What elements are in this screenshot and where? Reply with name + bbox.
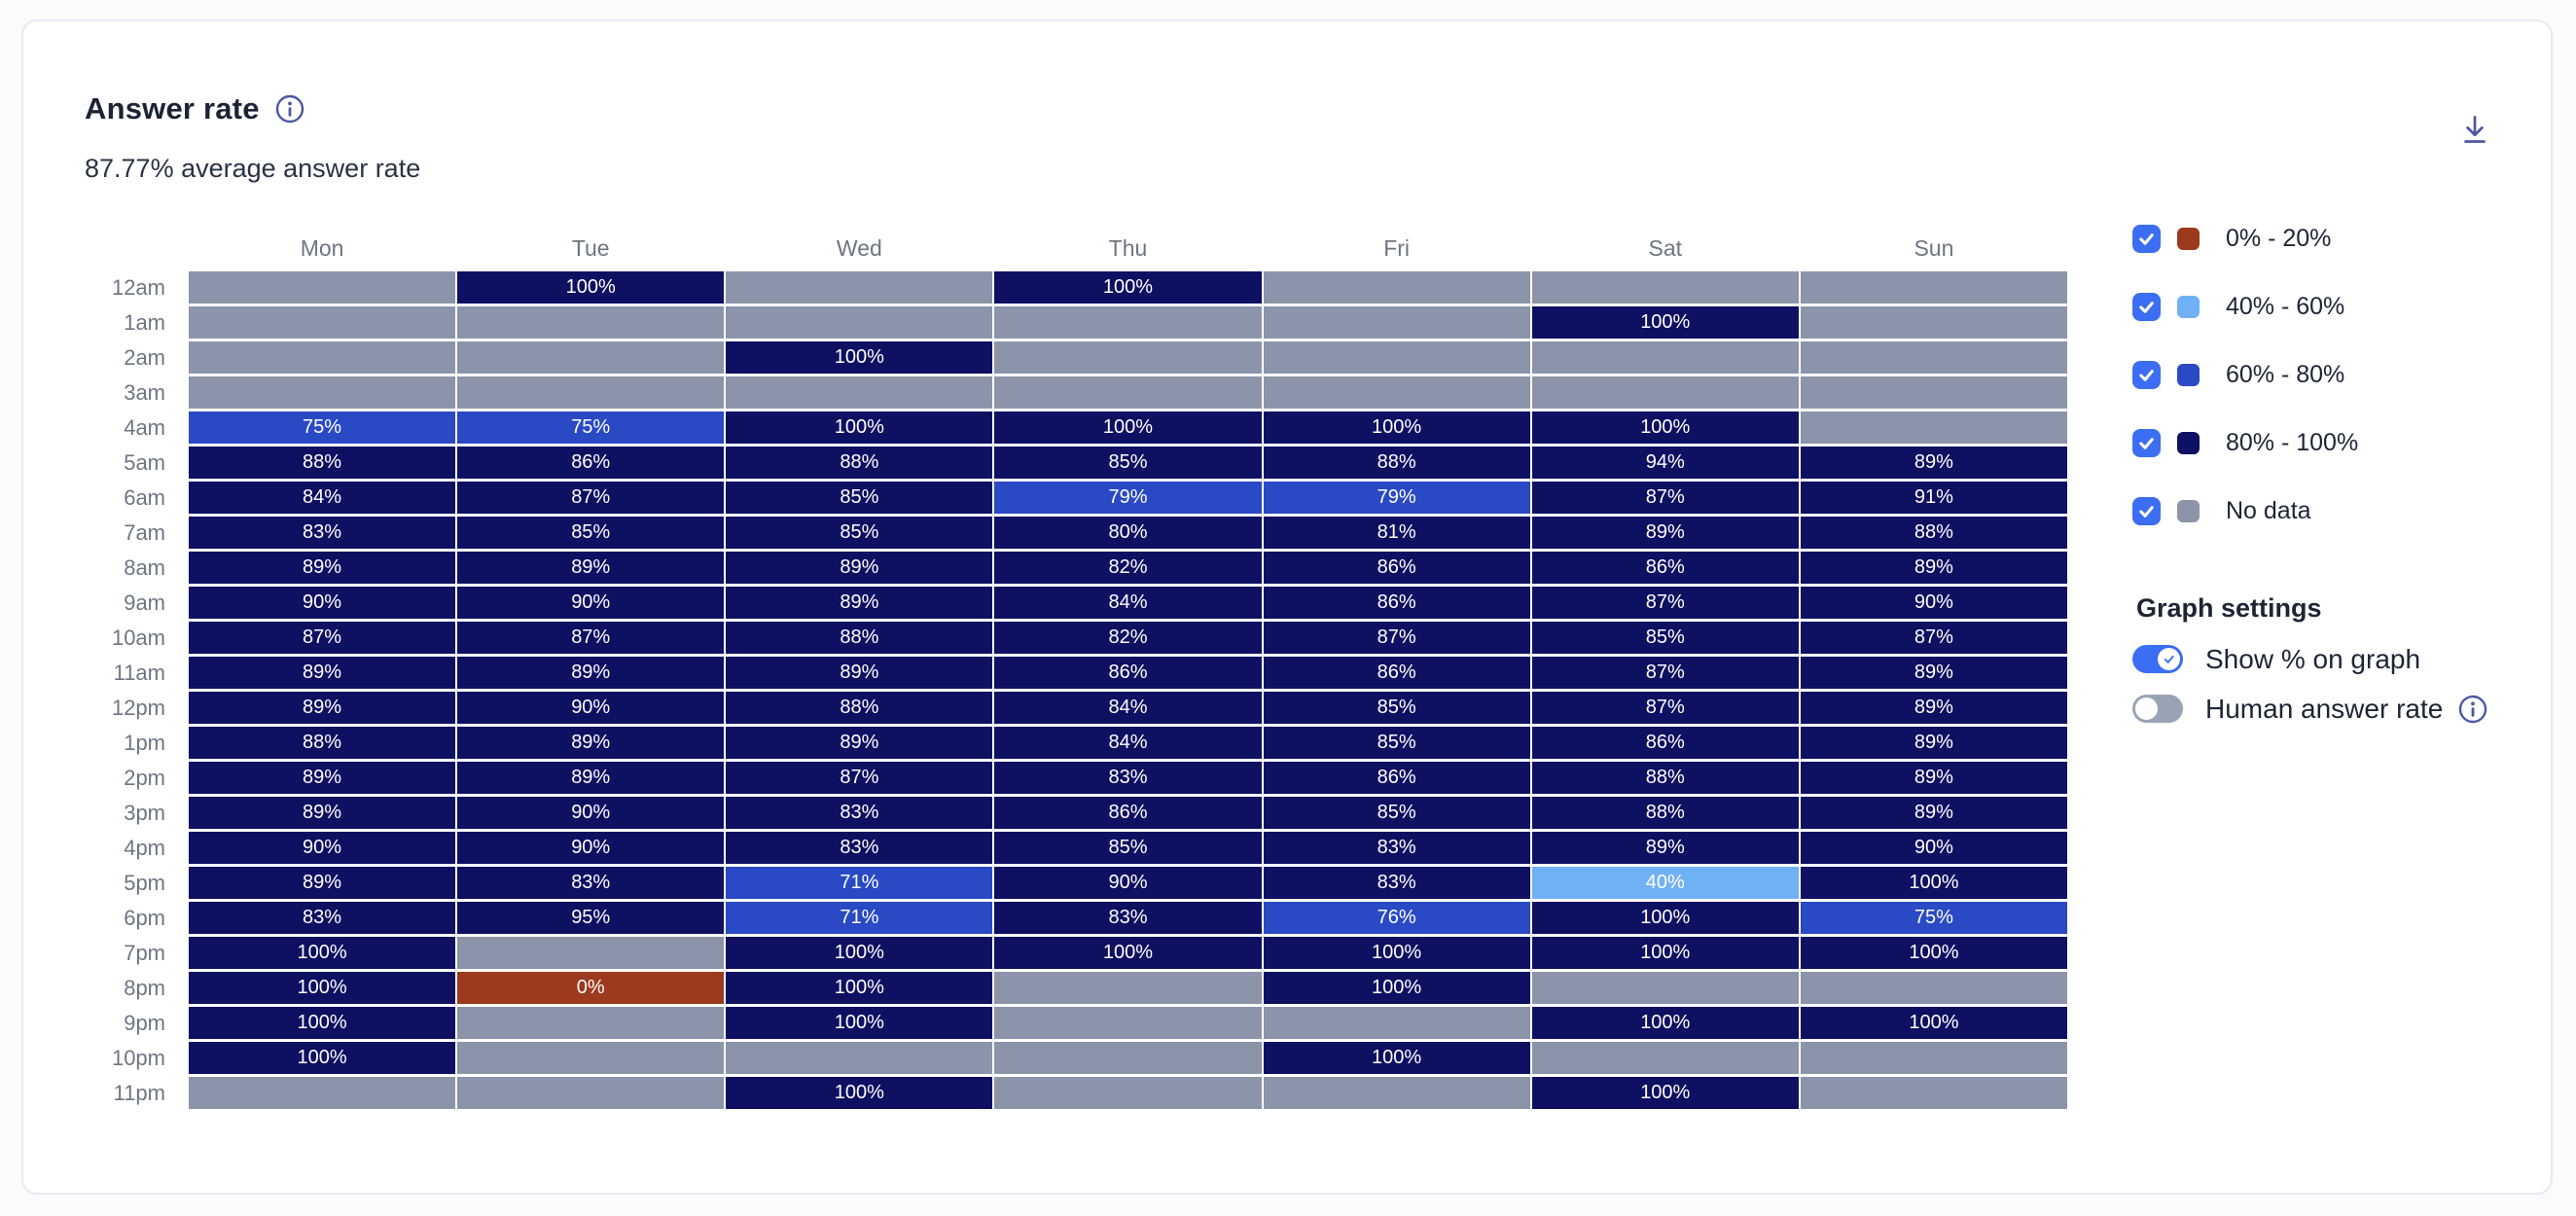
legend-checkbox[interactable] xyxy=(2132,293,2161,321)
heatmap-cell[interactable]: 100% xyxy=(1532,411,1799,444)
heatmap-cell[interactable]: 79% xyxy=(994,482,1261,514)
column-header-sat: Sat xyxy=(1648,235,1683,261)
legend-checkbox[interactable] xyxy=(2132,497,2161,525)
heatmap-cell[interactable]: 88% xyxy=(189,447,455,479)
heatmap-cell[interactable]: 85% xyxy=(1532,622,1799,654)
row-label-4am: 4am xyxy=(124,415,165,440)
heatmap-cell[interactable] xyxy=(189,306,455,339)
heatmap-cell[interactable]: 86% xyxy=(994,657,1261,689)
heatmap-cell[interactable] xyxy=(457,306,724,339)
heatmap-cell[interactable]: 89% xyxy=(189,797,455,829)
heatmap-cell[interactable]: 87% xyxy=(1532,692,1799,724)
heatmap-cell[interactable]: 83% xyxy=(457,867,724,899)
legend-checkbox[interactable] xyxy=(2132,225,2161,253)
heatmap-cell[interactable]: 88% xyxy=(1264,447,1530,479)
legend-item xyxy=(2132,340,2358,409)
heatmap-cell[interactable]: 89% xyxy=(1801,727,2067,759)
column-header-sun: Sun xyxy=(1914,235,1954,261)
heatmap-cell[interactable] xyxy=(189,376,455,409)
heatmap-cell[interactable]: 86% xyxy=(1264,657,1530,689)
row-label-10am: 10am xyxy=(111,626,165,650)
legend-color-swatch xyxy=(2177,228,2200,250)
legend-label: 0% - 20% xyxy=(2226,224,2332,252)
row-label-5pm: 5pm xyxy=(124,871,165,895)
heatmap-cell[interactable] xyxy=(994,1042,1261,1074)
heatmap-cell[interactable]: 89% xyxy=(189,657,455,689)
heatmap-cell[interactable]: 89% xyxy=(457,727,724,759)
heatmap-cell[interactable]: 83% xyxy=(189,517,455,549)
heatmap-cell[interactable] xyxy=(189,271,455,304)
heatmap-cell[interactable] xyxy=(1532,376,1799,409)
heatmap-cell[interactable]: 82% xyxy=(994,552,1261,584)
heatmap-cell[interactable]: 85% xyxy=(1264,692,1530,724)
heatmap-cell[interactable]: 89% xyxy=(1801,797,2067,829)
heatmap-cell[interactable]: 88% xyxy=(726,622,992,654)
legend-label: No data xyxy=(2226,496,2311,524)
heatmap-cell[interactable]: 100% xyxy=(1532,1077,1799,1109)
heatmap-cell[interactable]: 83% xyxy=(1264,867,1530,899)
row-label-2pm: 2pm xyxy=(124,766,165,790)
heatmap-cell[interactable]: 84% xyxy=(994,692,1261,724)
heatmap-cell[interactable]: 88% xyxy=(1532,762,1799,794)
heatmap-cell[interactable]: 0% xyxy=(457,972,724,1004)
graph-settings-toggles xyxy=(2132,634,2487,733)
row-label-5am: 5am xyxy=(124,450,165,475)
heatmap-cell[interactable]: 88% xyxy=(726,447,992,479)
heatmap-cell[interactable]: 100% xyxy=(994,411,1261,444)
heatmap-cell[interactable]: 86% xyxy=(1264,762,1530,794)
heatmap-cell[interactable]: 85% xyxy=(726,517,992,549)
check-icon xyxy=(2137,298,2156,316)
check-icon xyxy=(2137,366,2156,384)
heatmap-cell[interactable]: 83% xyxy=(726,832,992,864)
column-header-fri: Fri xyxy=(1383,235,1411,261)
toggle-label: Human answer rate xyxy=(2205,693,2444,724)
heatmap-cell[interactable]: 87% xyxy=(189,622,455,654)
heatmap-cell[interactable]: 100% xyxy=(1801,937,2067,969)
row-label-2am: 2am xyxy=(124,345,165,370)
toggle-on[interactable] xyxy=(2132,645,2183,673)
heatmap-cell[interactable]: 95% xyxy=(457,902,724,934)
heatmap-cell[interactable]: 100% xyxy=(1264,937,1530,969)
legend-item xyxy=(2132,204,2358,272)
heatmap-cell[interactable]: 85% xyxy=(726,482,992,514)
heatmap-cell[interactable]: 87% xyxy=(1532,482,1799,514)
heatmap-cell[interactable] xyxy=(994,1077,1261,1109)
heatmap-cell[interactable]: 86% xyxy=(1264,587,1530,619)
row-label-7pm: 7pm xyxy=(124,941,165,965)
heatmap-cell[interactable]: 83% xyxy=(1264,832,1530,864)
info-icon[interactable] xyxy=(275,94,304,124)
toggle-row xyxy=(2132,634,2487,684)
heatmap-cell[interactable]: 75% xyxy=(189,411,455,444)
heatmap-cell[interactable]: 89% xyxy=(189,762,455,794)
legend-item xyxy=(2132,409,2358,477)
heatmap-cell[interactable] xyxy=(994,376,1261,409)
answer-rate-heatmap xyxy=(189,271,2067,1109)
row-label-1pm: 1pm xyxy=(124,731,165,755)
heatmap-cell[interactable]: 88% xyxy=(1801,517,2067,549)
heatmap-cell[interactable] xyxy=(1801,341,2067,374)
heatmap-cell[interactable]: 90% xyxy=(994,867,1261,899)
heatmap-cell[interactable]: 89% xyxy=(726,587,992,619)
heatmap-cell[interactable]: 89% xyxy=(189,692,455,724)
heatmap-cell[interactable]: 90% xyxy=(189,587,455,619)
row-label-11pm: 11pm xyxy=(113,1081,165,1105)
heatmap-cell[interactable]: 89% xyxy=(457,657,724,689)
heatmap-cell[interactable]: 87% xyxy=(726,762,992,794)
heatmap-cell[interactable]: 84% xyxy=(994,727,1261,759)
heatmap-cell[interactable]: 81% xyxy=(1264,517,1530,549)
heatmap-cell[interactable]: 89% xyxy=(189,867,455,899)
heatmap-cell[interactable]: 85% xyxy=(457,517,724,549)
row-label-6am: 6am xyxy=(124,485,165,510)
heatmap-cell[interactable]: 88% xyxy=(726,692,992,724)
legend-checkbox[interactable] xyxy=(2132,429,2161,457)
row-label-9pm: 9pm xyxy=(124,1011,165,1035)
column-header-thu: Thu xyxy=(1108,235,1148,261)
heatmap-cell[interactable]: 84% xyxy=(994,587,1261,619)
legend-color-swatch xyxy=(2177,296,2200,318)
heatmap-cell[interactable]: 87% xyxy=(1532,587,1799,619)
heatmap-cell[interactable]: 85% xyxy=(994,832,1261,864)
heatmap-cell[interactable]: 100% xyxy=(1532,902,1799,934)
toggle-knob xyxy=(2158,648,2180,670)
check-icon xyxy=(2137,230,2156,248)
heatmap-cell[interactable]: 87% xyxy=(1264,622,1530,654)
heatmap-cell[interactable]: 71% xyxy=(726,902,992,934)
heatmap-cell[interactable]: 85% xyxy=(1264,727,1530,759)
heatmap-cell[interactable]: 88% xyxy=(189,727,455,759)
row-label-7am: 7am xyxy=(124,520,165,545)
download-button[interactable] xyxy=(2451,105,2498,156)
heatmap-cell[interactable] xyxy=(1801,306,2067,339)
heatmap-cell[interactable]: 87% xyxy=(457,482,724,514)
heatmap-cell[interactable]: 100% xyxy=(189,972,455,1004)
heatmap-cell[interactable]: 90% xyxy=(457,587,724,619)
heatmap-cell[interactable]: 90% xyxy=(457,692,724,724)
heatmap-cell[interactable]: 86% xyxy=(994,797,1261,829)
heatmap-cell[interactable]: 100% xyxy=(726,411,992,444)
row-label-9am: 9am xyxy=(124,590,165,615)
heatmap-cell[interactable] xyxy=(1264,271,1530,304)
heatmap-cell[interactable]: 89% xyxy=(1801,657,2067,689)
heatmap-cell[interactable] xyxy=(994,306,1261,339)
heatmap-cell[interactable] xyxy=(1801,271,2067,304)
heatmap-cell[interactable]: 87% xyxy=(1532,657,1799,689)
toggle-row xyxy=(2132,684,2487,733)
row-label-1am: 1am xyxy=(124,310,165,335)
heatmap-cell[interactable]: 89% xyxy=(1801,762,2067,794)
heatmap-cell[interactable] xyxy=(457,1007,724,1039)
heatmap-cell[interactable] xyxy=(726,376,992,409)
heatmap-cell[interactable]: 100% xyxy=(726,341,992,374)
heatmap-cell[interactable]: 100% xyxy=(189,1042,455,1074)
heatmap-cell[interactable]: 100% xyxy=(726,1007,992,1039)
heatmap-cell[interactable]: 89% xyxy=(726,657,992,689)
heatmap-cell[interactable]: 89% xyxy=(1801,692,2067,724)
heatmap-cell[interactable]: 89% xyxy=(189,552,455,584)
heatmap-cell[interactable]: 90% xyxy=(1801,832,2067,864)
heatmap-cell[interactable] xyxy=(1264,306,1530,339)
heatmap-cell[interactable] xyxy=(1801,1042,2067,1074)
row-label-8am: 8am xyxy=(124,555,165,580)
legend-label: 80% - 100% xyxy=(2226,428,2359,456)
heatmap-cell[interactable]: 90% xyxy=(189,832,455,864)
legend-color-swatch xyxy=(2177,500,2200,522)
heatmap-cell[interactable] xyxy=(1264,1077,1530,1109)
heatmap-cell[interactable] xyxy=(1532,1042,1799,1074)
heatmap-cell[interactable]: 87% xyxy=(457,622,724,654)
heatmap-cell[interactable]: 75% xyxy=(457,411,724,444)
graph-settings-title: Graph settings xyxy=(2136,593,2322,623)
heatmap-cell[interactable]: 87% xyxy=(1801,622,2067,654)
heatmap-cell[interactable]: 90% xyxy=(457,797,724,829)
heatmap-cell[interactable]: 40% xyxy=(1532,867,1799,899)
heatmap-cell[interactable]: 88% xyxy=(1532,797,1799,829)
heatmap-cell[interactable] xyxy=(1264,376,1530,409)
heatmap-cell[interactable]: 86% xyxy=(457,447,724,479)
heatmap-cell[interactable] xyxy=(1801,1077,2067,1109)
heatmap-cell[interactable]: 79% xyxy=(1264,482,1530,514)
download-icon xyxy=(2454,110,2495,151)
heatmap-cell[interactable]: 100% xyxy=(457,271,724,304)
heatmap-cell[interactable]: 76% xyxy=(1264,902,1530,934)
heatmap-cell[interactable]: 100% xyxy=(1264,411,1530,444)
heatmap-cell[interactable] xyxy=(994,341,1261,374)
row-label-11am: 11am xyxy=(113,661,165,685)
heatmap-cell[interactable]: 84% xyxy=(189,482,455,514)
heatmap-cell[interactable] xyxy=(726,271,992,304)
row-label-4pm: 4pm xyxy=(124,836,165,860)
heatmap-cell[interactable]: 89% xyxy=(457,762,724,794)
heatmap-cell[interactable]: 80% xyxy=(994,517,1261,549)
heatmap-cell[interactable] xyxy=(457,1077,724,1109)
day-column-headers xyxy=(189,233,2067,263)
heatmap-cell[interactable]: 100% xyxy=(726,937,992,969)
heatmap-cell[interactable] xyxy=(726,306,992,339)
heatmap-cell[interactable]: 89% xyxy=(1532,832,1799,864)
heatmap-cell[interactable] xyxy=(1801,411,2067,444)
heatmap-cell[interactable]: 86% xyxy=(1264,552,1530,584)
heatmap-cell[interactable]: 85% xyxy=(1264,797,1530,829)
heatmap-cell[interactable] xyxy=(1532,271,1799,304)
legend-item xyxy=(2132,272,2358,340)
heatmap-cell[interactable]: 100% xyxy=(1801,1007,2067,1039)
heatmap-cell[interactable]: 75% xyxy=(1801,902,2067,934)
row-label-12am: 12am xyxy=(111,275,165,300)
average-answer-rate: 87.77% average answer rate xyxy=(85,154,421,183)
info-icon[interactable] xyxy=(2458,695,2487,724)
column-header-tue: Tue xyxy=(571,235,610,261)
row-label-3am: 3am xyxy=(124,380,165,405)
heatmap-cell[interactable]: 89% xyxy=(1801,447,2067,479)
heatmap-cell[interactable]: 86% xyxy=(1532,727,1799,759)
heatmap-cell[interactable]: 85% xyxy=(994,447,1261,479)
heatmap-cell[interactable]: 89% xyxy=(726,727,992,759)
heatmap-cell[interactable]: 91% xyxy=(1801,482,2067,514)
heatmap-cell[interactable]: 82% xyxy=(994,622,1261,654)
answer-rate-card xyxy=(21,19,2553,1195)
heatmap-cell[interactable] xyxy=(1801,376,2067,409)
heatmap-cell[interactable] xyxy=(457,1042,724,1074)
heatmap-cell[interactable]: 100% xyxy=(1532,1007,1799,1039)
heatmap-cell[interactable] xyxy=(189,341,455,374)
heatmap-cell[interactable]: 83% xyxy=(994,762,1261,794)
column-header-wed: Wed xyxy=(836,235,882,261)
heatmap-cell[interactable] xyxy=(1264,1007,1530,1039)
row-label-8pm: 8pm xyxy=(124,976,165,1000)
heatmap-cell[interactable]: 100% xyxy=(1264,1042,1530,1074)
check-icon xyxy=(2137,502,2156,520)
row-label-3pm: 3pm xyxy=(124,801,165,825)
heatmap-cell[interactable]: 100% xyxy=(726,1077,992,1109)
heatmap-cell[interactable] xyxy=(726,1042,992,1074)
heatmap-cell[interactable]: 89% xyxy=(1801,552,2067,584)
heatmap-cell[interactable] xyxy=(457,937,724,969)
check-icon xyxy=(2137,434,2156,452)
card-header xyxy=(85,91,304,126)
legend-color-swatch xyxy=(2177,432,2200,454)
heatmap-cell[interactable] xyxy=(1801,972,2067,1004)
heatmap-cell[interactable] xyxy=(457,341,724,374)
heatmap-cell[interactable]: 71% xyxy=(726,867,992,899)
column-header-mon: Mon xyxy=(300,235,344,261)
legend xyxy=(2132,204,2358,545)
toggle-knob xyxy=(2135,697,2158,720)
heatmap-cell[interactable]: 100% xyxy=(1801,867,2067,899)
heatmap-cell[interactable]: 89% xyxy=(726,552,992,584)
heatmap-cell[interactable]: 100% xyxy=(1264,972,1530,1004)
heatmap-cell[interactable] xyxy=(994,972,1261,1004)
legend-label: 40% - 60% xyxy=(2226,292,2345,320)
heatmap-cell[interactable]: 100% xyxy=(189,1007,455,1039)
heatmap-cell[interactable]: 90% xyxy=(457,832,724,864)
heatmap-cell[interactable] xyxy=(994,1007,1261,1039)
legend-color-swatch xyxy=(2177,364,2200,386)
heatmap-cell[interactable] xyxy=(1532,341,1799,374)
legend-label: 60% - 80% xyxy=(2226,360,2345,388)
heatmap-cell[interactable]: 89% xyxy=(1532,517,1799,549)
heatmap-cell[interactable]: 90% xyxy=(1801,587,2067,619)
heatmap-cell[interactable]: 100% xyxy=(189,937,455,969)
heatmap-cell[interactable]: 83% xyxy=(726,797,992,829)
heatmap-cell[interactable]: 100% xyxy=(994,271,1261,304)
row-label-10pm: 10pm xyxy=(111,1046,165,1070)
heatmap-cell[interactable] xyxy=(189,1077,455,1109)
legend-checkbox[interactable] xyxy=(2132,361,2161,389)
heatmap-cell[interactable] xyxy=(1532,972,1799,1004)
heatmap-cell[interactable]: 100% xyxy=(1532,937,1799,969)
heatmap-cell[interactable]: 89% xyxy=(457,552,724,584)
toggle-off[interactable] xyxy=(2132,695,2183,723)
heatmap-cell[interactable]: 100% xyxy=(726,972,992,1004)
heatmap-cell[interactable]: 86% xyxy=(1532,552,1799,584)
heatmap-cell[interactable] xyxy=(457,376,724,409)
row-label-12pm: 12pm xyxy=(111,696,165,720)
heatmap-cell[interactable]: 100% xyxy=(1532,306,1799,339)
legend-item xyxy=(2132,477,2358,545)
heatmap-cell[interactable]: 100% xyxy=(994,937,1261,969)
heatmap-cell[interactable]: 83% xyxy=(994,902,1261,934)
row-label-6pm: 6pm xyxy=(124,906,165,930)
heatmap-cell[interactable]: 83% xyxy=(189,902,455,934)
heatmap-cell[interactable]: 94% xyxy=(1532,447,1799,479)
heatmap-cell[interactable] xyxy=(1264,341,1530,374)
page-title: Answer rate xyxy=(85,91,260,125)
hour-row-labels xyxy=(23,271,165,1109)
toggle-label: Show % on graph xyxy=(2205,643,2421,674)
